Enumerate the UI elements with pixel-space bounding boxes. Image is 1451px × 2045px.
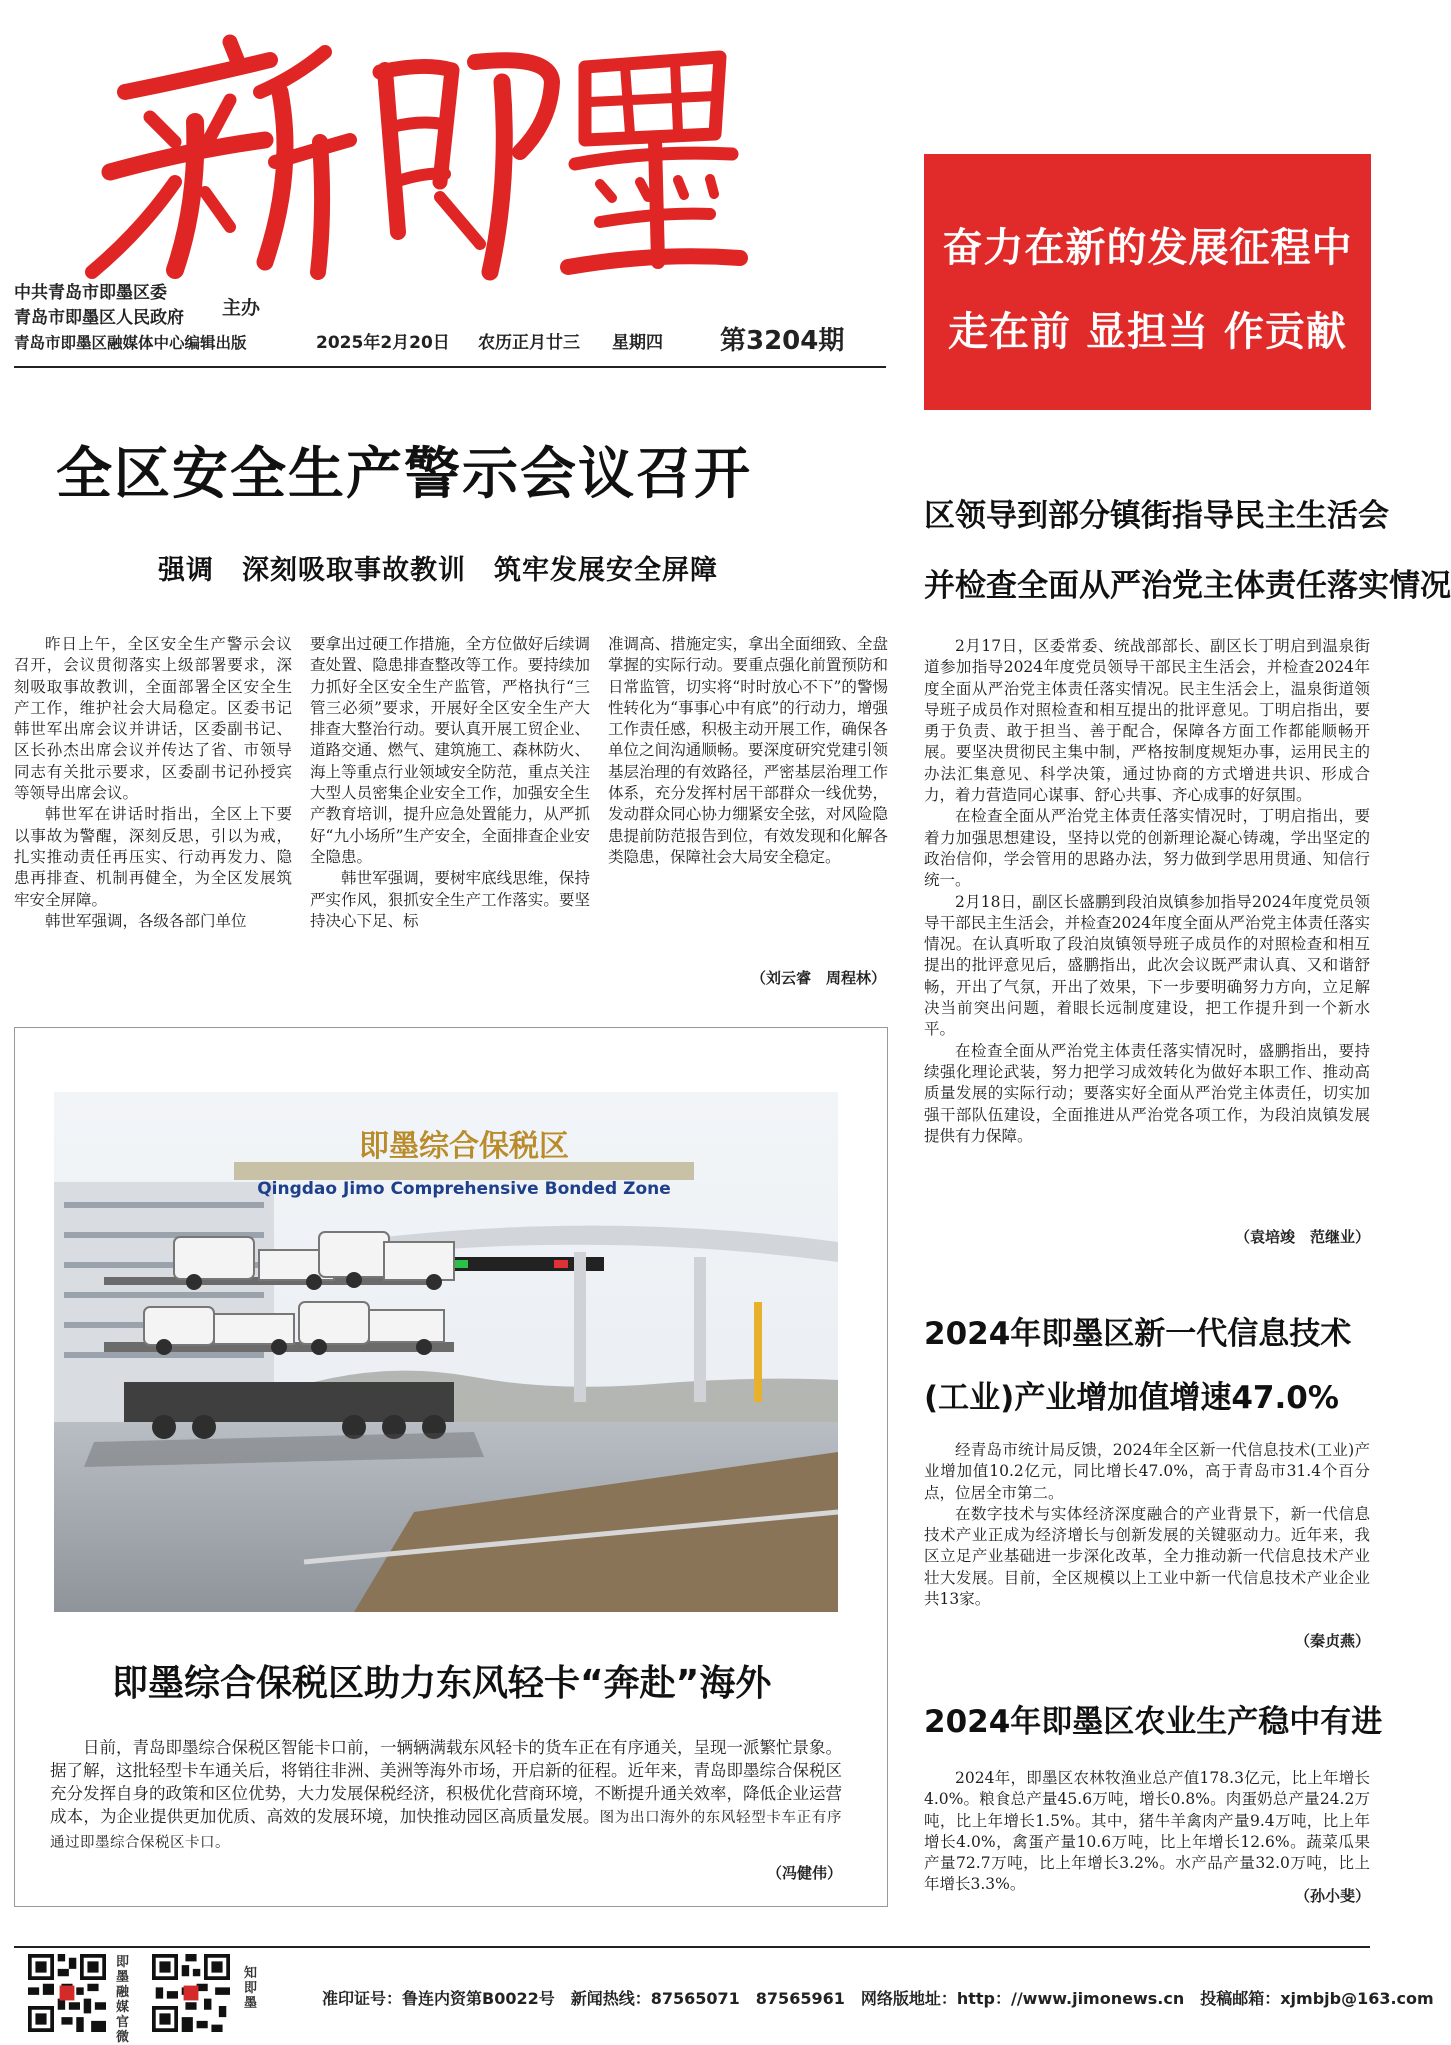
paragraph: 2月17日，区委常委、统战部部长、副区长丁明启到温泉街道参加指导2024年度党员领导干部民主生活会，并检查2024年度全面从严治党主体责任落实情况。民主生活会上，温泉街道领导班子成员作对照检查和相互提出的批评意见。丁明启指出，要勇于负责、敢于担当、善于配合，保障各方面工作都能顺畅开展。要坚决贯彻民主集中制，严格按制度规矩办事，运用民主的办法汇集意见、科学决策，通过协商的方式增进共识、形成合力，着力营造同心谋事、舒心共事、齐心成事的好氛围。 xyxy=(924,637,1370,805)
paragraph: 在检查全面从严治党主体责任落实情况时，丁明启指出，要着力加强思想建设，坚持以党的创新理论凝心铸魂，学出坚定的政治信仰，学会管用的思路办法，努力做到学思用贯通、知信行统一。 xyxy=(924,807,1370,890)
paragraph: 韩世军强调，要树牢底线思维，保持严实作风，狠抓安全生产工作落实。要坚持决心下足、标 xyxy=(310,869,590,930)
host-label: 主办 xyxy=(222,297,261,319)
qr-1-label: 即墨融媒官微 xyxy=(116,1955,130,2045)
lead-column-2 xyxy=(310,634,590,932)
masthead-rule xyxy=(14,366,886,368)
slogan-box xyxy=(924,154,1371,410)
side-3-headline: 2024年即墨区农业生产稳中有进 xyxy=(924,1704,1383,1740)
slogan-line-2: 走在前 显担当 作贡献 xyxy=(948,309,1347,355)
side-2-body xyxy=(924,1440,1370,1610)
paragraph: 2月18日，副区长盛鹏到段泊岚镇参加指导2024年度党员领导干部民主生活会，并检查2024年度全面从严治党主体责任落实情况。在认真听取了段泊岚镇领导班子成员作的对照检查和相互提出的批评意见后，盛鹏指出，此次会议既严肃认真、又和谐舒畅，开出了气氛，开出了效果，下一步要明确努力方向，立足解决当前突出问题，着眼长远制度建设，把工作提升到一个新水平。 xyxy=(924,892,1370,1039)
footer-rule xyxy=(14,1946,1370,1948)
side-3-body xyxy=(924,1768,1370,1896)
side-2-headline-line-1: 2024年即墨区新一代信息技术 xyxy=(924,1316,1352,1352)
customs-checkpoint-photo xyxy=(54,1092,838,1612)
side-1-byline: （袁培竣 范继业） xyxy=(1234,1228,1370,1246)
paragraph: 韩世军强调，各级各部门单位 xyxy=(45,911,247,930)
lead-headline: 全区安全生产警示会议召开 xyxy=(56,442,752,507)
lunar-date: 农历正月廿三 xyxy=(478,333,580,353)
side-1-headline-line-1: 区领导到部分镇街指导民主生活会 xyxy=(924,498,1389,534)
masthead-logo xyxy=(80,22,740,284)
side-2-headline-line-2: (工业)产业增加值增速47.0% xyxy=(924,1380,1339,1416)
footer-info: 准印证号：鲁连内资第B0022号 新闻热线：87565071 87565961 网络版地址：http：//www.jimonews.cn 投稿邮箱：xjmbjb@163.com xyxy=(322,1989,1434,2008)
photo-byline: （冯健伟） xyxy=(766,1864,842,1882)
lead-subhead: 强调 深刻吸取事故教训 筑牢发展安全屏障 xyxy=(158,555,718,586)
publisher: 青岛市即墨区融媒体中心编辑出版 xyxy=(14,334,247,352)
lead-column-3 xyxy=(608,634,888,868)
host-organization-2: 青岛市即墨区人民政府 xyxy=(14,308,184,328)
sign-chinese: 即墨综合保税区 xyxy=(359,1129,569,1164)
paragraph: 在检查全面从严治党主体责任落实情况时，盛鹏指出，要持续强化理论武装，努力把学习成效转化为做好本职工作、推动高质量发展的实际行动；要落实好全面从严治党主体责任，切实加强干部队伍建设，全面推进从严治党各项工作，为段泊岚镇发展提供有力保障。 xyxy=(924,1041,1370,1145)
side-1-headline-line-2: 并检查全面从严治党主体责任落实情况 xyxy=(924,568,1451,604)
photo-caption: 图为出口海外的东风轻型卡车正有序通过即墨综合保税区卡口。 xyxy=(50,1810,842,1851)
photo-story-body xyxy=(50,1736,842,1855)
qr-code-icon[interactable] xyxy=(152,1954,230,2032)
lead-column-1 xyxy=(14,634,292,932)
side-3-byline: （孙小斐） xyxy=(1294,1887,1370,1905)
sign-english: Qingdao Jimo Comprehensive Bonded Zone xyxy=(257,1179,671,1199)
paragraph: 在数字技术与实体经济深度融合的产业背景下，新一代信息技术产业正成为经济增长与创新发展的关键驱动力。近年来，我区立足产业基础进一步深化改革，全力推动新一代信息技术产业壮大发展。目前，全区规模以上工业中新一代信息技术产业企业共13家。 xyxy=(924,1504,1370,1609)
paragraph: 准调高、措施定实，拿出全面细致、全盘掌握的实际行动。要重点强化前置预防和日常监管，切实将“时时放心不下”的警惕性转化为“事事心中有底”的行动力，增强工作责任感，积极主动开展工作，确保各单位之间沟通顺畅。要深度研究党建引领基层治理的有效路径，严密基层治理工作体系，充分发挥村居干部群众一线优势，发动群众同心协力绷紧安全弦，对风险隐患提前防范报告到位，有效发现和化解各类隐患，保障社会大局安全稳定。 xyxy=(608,635,888,866)
host-organization-1: 中共青岛市即墨区委 xyxy=(14,283,167,303)
slogan-line-1: 奋力在新的发展征程中 xyxy=(942,225,1353,271)
side-1-body xyxy=(924,636,1370,1147)
paragraph: 日前，青岛即墨综合保税区智能卡口前，一辆辆满载东风轻卡的货车正在有序通关，呈现一派繁忙景象。据了解，这批轻型卡车通关后，将销往非洲、美洲等海外市场，开启新的征程。近年来，青岛即墨综合保税区充分发挥自身的政策和区位优势，大力发展保税经济，积极优化营商环境，不断提升通关效率，降低企业运营成本，为企业提供更加优质、高效的发展环境，加快推动园区高质量发展。图为出口海外的东风轻型卡车正有序通过即墨综合保税区卡口。 xyxy=(50,1738,842,1851)
qr-2-label: 知即墨 xyxy=(244,1966,258,2011)
lead-byline: （刘云睿 周程林） xyxy=(750,969,886,987)
paragraph: 经青岛市统计局反馈，2024年全区新一代信息技术(工业)产业增加值10.2亿元，同比增长47.0%，高于青岛市31.4个百分点，位居全市第二。 xyxy=(924,1441,1370,1502)
paragraph: 昨日上午，全区安全生产警示会议召开，会议贯彻落实上级部署要求，深刻吸取事故教训，全面部署全区安全生产工作，维护社会大局稳定。区委书记韩世军出席会议并讲话，区委副书记、区长孙杰出席会议并传达了省、市领导同志有关批示要求，区委副书记孙授宾等领导出席会议。 xyxy=(14,635,292,803)
qr-code-icon[interactable] xyxy=(28,1954,106,2032)
photo-headline: 即墨综合保税区助力东风轻卡“奔赴”海外 xyxy=(112,1663,772,1704)
weekday: 星期四 xyxy=(612,333,663,353)
paragraph: 2024年，即墨区农林牧渔业总产值178.3亿元，比上年增长4.0%。粮食总产量45.6万吨，增长0.8%。肉蛋奶总产量24.2万吨，比上年增长1.5%。其中，猪牛羊禽肉产量9.4万吨，比上年增长4.0%，禽蛋产量10.6万吨，比上年增长12.6%。蔬菜瓜果产量72.7万吨，比上年增长3.2%。水产品产量32.0万吨，比上年增长3.3%。 xyxy=(924,1769,1370,1894)
issue-date: 2025年2月20日 xyxy=(316,333,450,353)
issue-number: 第3204期 xyxy=(720,326,845,356)
paragraph: 韩世军在讲话时指出，全区上下要以事故为警醒，深刻反思，引以为戒，扎实推动责任再压实、行动再发力、隐患再排查、机制再健全，为全区发展筑牢安全屏障。 xyxy=(14,805,292,909)
paragraph: 要拿出过硬工作措施，全方位做好后续调查处置、隐患排查整改等工作。要持续加力抓好全区安全生产监管，严格执行“三管三必须”要求，开展好全区安全生产大排查大整治行动。要认真开展工贸企业、道路交通、燃气、建筑施工、森林防火、海上等重点行业领域安全防范，重点关注大型人员密集企业安全工作，加强安全生产教育培训，提升应急处置能力，从严抓好“九小场所”生产安全，全面排查企业安全隐患。 xyxy=(310,635,590,866)
side-2-byline: （秦贞燕） xyxy=(1294,1632,1370,1650)
